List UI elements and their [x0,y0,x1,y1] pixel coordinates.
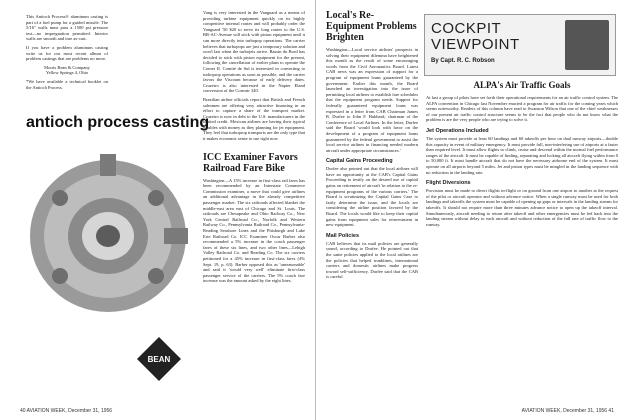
cockpit-title [431,21,520,53]
jet-operations-subhead: Jet Operations Included [426,127,489,134]
news-top-text-2: Brazilian airline officials report that British and French salesmen are offering very attractive financing in an effort to capture a share of the transport market. Cruzeiro is now in debt to the U.S. manufacturers in the limited credit. Mexican airlines are having their typical troubles with money as they planning for jet equipment. They feel that turboprop transports are the only type that it makes economic sense to use right now. [203,96,305,142]
right-page [316,0,632,420]
flight-diversions-body: Provision must be made to divert flights in-flight or on ground from one airport to another at the request of the pilot or aircraft operator and without advance notice. When a single runway must be used for both landings and takeoffs the system must be capable of opening up gaps or intervals in the landing stream for takeoffs. It should not require more than three minutes advance notice to open up the takeoff interval. Simultaneously, aircraft needing to return after takeoff and other emergencies must be fed back into the landing stream without delay to each aircraft and without reduction of the full rate of traffic flow to the runway. [426,188,618,227]
ad-address: Yellow Springs 4, Ohio [45,70,89,76]
cockpit-viewpoint-banner [424,14,616,76]
flight-diversions-subhead: Flight Diversions [426,180,471,187]
bean-logo [136,336,182,382]
right-folio: AVIATION WEEK, December 31, 1956 41 [521,408,614,414]
capital-gains-body: Durfee also pointed out that the local airlines will have an opportunity at the CAB's Capital Gains Proceeding to testify on the desired use of capital gains on retirement of aircraft 'in relation to the re-equipment programs of the various carriers.' The Board is scrutinizing the Capital Gains Case to fairly determine the issue, and the locals are considering the airline position favored by the Board. The locals would like to keep their capital gains from equipment sales for reinvestment in new equipment. [326,166,418,228]
cockpit-title-line2: VIEWPOINT [431,36,520,53]
icc-headline: ICC Examiner Favors Railroad Fare Bike [203,151,298,174]
mail-policies-subhead: Mail Policies [326,232,360,239]
capital-gains-subhead: Capital Gains Proceeding [326,158,393,165]
ad-copy [26,14,108,114]
bean-logo-text: BEAN [147,355,171,364]
ad-headline: antioch process casting [26,114,210,131]
local-body: Washington—Local service airlines' prospects in solving their equipment dilemma have heightened this month as the result of some encouraging words from the Civil Aeronautics Board. Latest CAB news was an expression of support for a program of equipment loans guaranteed by the government. Earlier this month, the Board launched an investigation into the issue of permitting local airlines to establish fare schedules that the equipment program needs. Support for federally guaranteed equipment loans was expressed in a letter from CAB Chairman James R. Durfee to John F. Hubbard, chairman of the Conference of Local Airlines. In the letter, Durfee said the Board 'would look with favor on the development of a program of equipment loans guaranteed by the federal government to assist the local service airlines in financing needed modern aircraft under appropriate circumstances.' [326,47,418,153]
ad-paragraph-1: This Antioch Process® aluminum casting is part of a fuel pump for a guided missile. The 5/16" walls must pass a 1500 psi pressure test—no impregnation permitted. Interior walls are smooth and true as-cast. [26,14,108,42]
author-photo [565,20,609,70]
cockpit-column-body [426,80,618,406]
cockpit-title-line1: COCKPIT [431,20,502,37]
ad-paragraph-2: If you have a problem aluminum casting write us for our most recent album of problem castings that are problems no more. [26,44,108,62]
news-column-right [326,10,418,408]
casting-photo [24,148,192,323]
alpa-headline: ALPA's Air Traffic Goals [473,80,571,90]
column-byline: By Capt. R. C. Robson [431,58,495,64]
icc-body: Washington—A 15% increase in first-class rail fares has been recommended by an Interstate Commerce Commission examiner, a move that could give airlines an additional advantage in the already competitive passenger market. The six railroads affected blanket the middle-east area east of Chicago and St. Louis. The railroads are Chesapeake and Ohio Railway Co., New York Central Railroad Co., Norfolk and Western Railway Co., Pennsylvania Railroad Co., Pennsylvania-Reading Seashore Lines and the Pittsburgh and Lake Erie Railroad Co. ICC Examiner Oscar Barber also recommended a 5% increase in the coach passenger fares of these six lines, and two other lines—Lehigh Valley Railroad Co. and Reading Co. The six carriers petitioned for a 45% increase in first-class fares (4% Sept. 19, p. 63). Barber opposed this as 'unreasonable' and said it 'would very well' eliminate first-class passenger service of the carriers. The 5% coach fare increase was the amount asked by the eight lines. [203,177,305,284]
jet-operations-body: The system must provide at least 60 landings and 60 takeoffs per hour on dual runway airports—double this capacity in event of military emergency. It must provide full, non-interfering use of airports at a faster than required level. It must allow flights to climb, cruise and descend within the normal fuel performance ranges of the aircraft. It must be capable of finding, separating and locking all aircraft flying within from 0 to 50,000 ft. It must handle aircraft that do not have the necessary airborne end of the system. It must operate on all airports beyond 5 miles. Jet and piston types must be mingled in the landing sequence with no reduction in the landing rate. [426,135,618,175]
alpa-intro: At last a group of pilots have set forth their operational requirements for an air traffic control system. The ALPA convention in Chicago last November enacted a program for air traffic for the coming years which seems noteworthy. Readers of this column have read to Swanson Wilson that one of the chief weaknesses of our present air traffic control structure seems to be the fact that people who do not know what the problem is are the very people who are trying to solve it. [426,95,618,123]
news-column-left [203,10,305,406]
mail-policies-body: CAB believes that its mail policies are generally sound, according to Durfee. He pointed out that the same policies applied to the local airlines are the policies that helped trunklines, international carriers and domestic airlines make progress toward self-sufficiency. Durfee said that the CAB is careful [326,240,418,280]
left-folio: 40 AVIATION WEEK, December 31, 1956 [20,408,113,414]
news-top-text: Vang is very interested in the Vanguard as a means of providing turbine equipment quickly on its highly competitive internal routes and will probably order the Vanguard '50 $20 to serve its long routes to the U.S. RR-AC-Avenue will stick with piston equipment until it can more directly into turbopop operations. The carrier believes that turbopops are just a temporary solution and won't last when the turbojets arrive. Bassin du Bord has decided to stick with piston equipment for the present, following the cancellation of earlier plans to operate the Comet II. Comité de Sul is interested in converting to turboprop operations as soon as possible, and the carrier favors the Viscount because of early delivery dates. Cruzeiro is also interested in the Napier Eland conversion of the Convair 340. [203,10,305,94]
local-headline: Local's Re-Equipment Problems Brighten [326,10,417,43]
ad-footnote: *We have available a technical booklet on the Antioch Process. [26,78,108,90]
ad-company: Morris Bean & Company [44,64,90,70]
